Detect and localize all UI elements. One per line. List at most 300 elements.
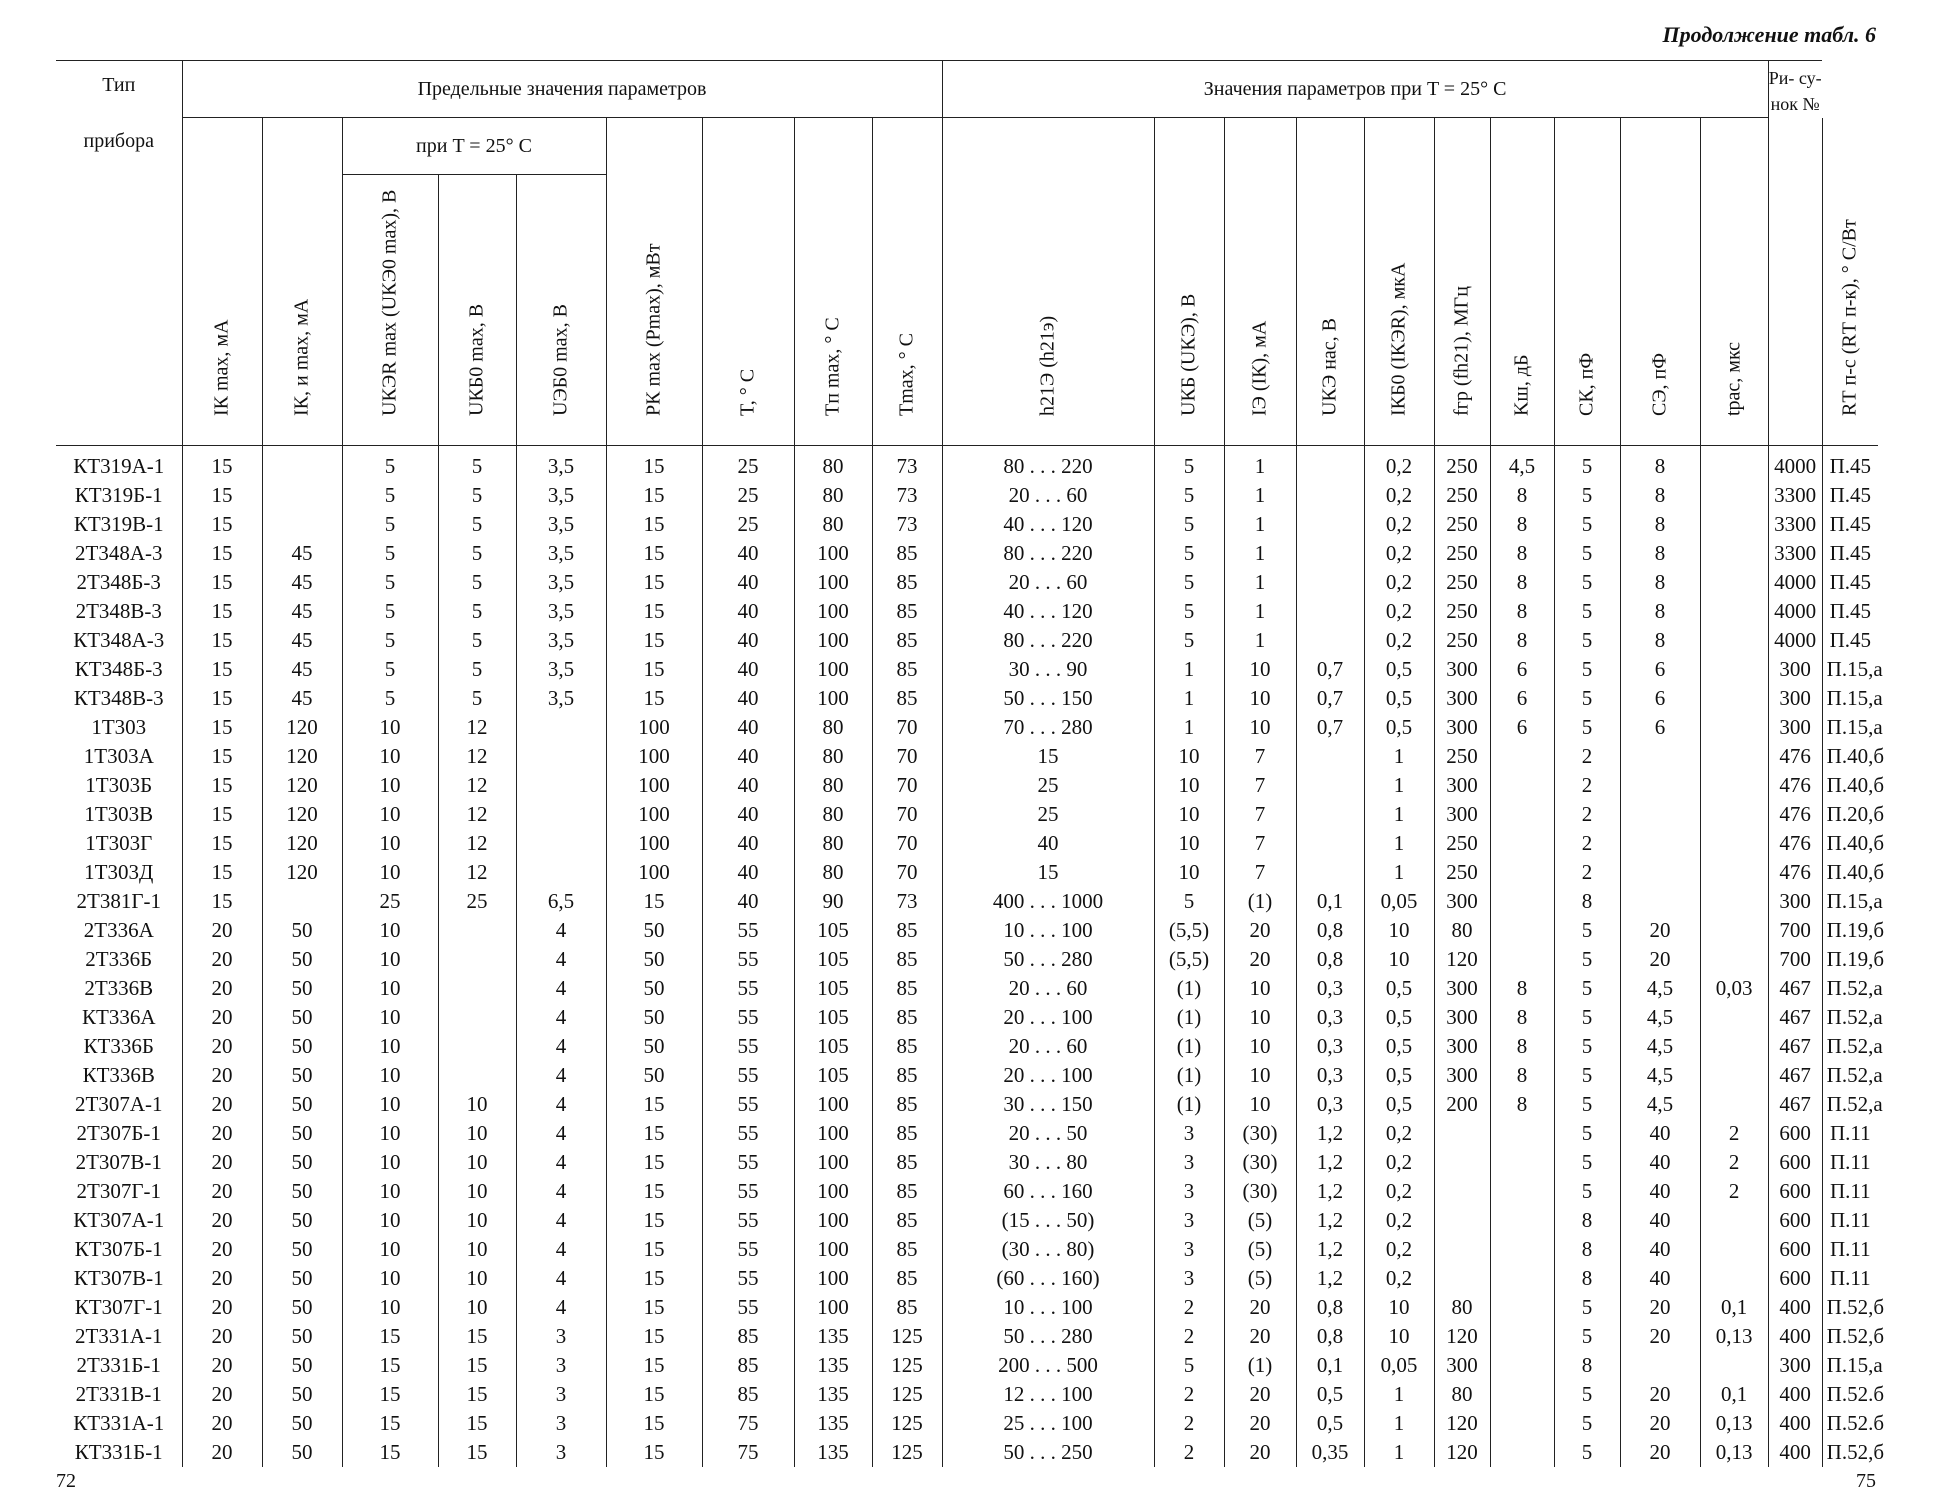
cell-h21e: 50 . . . 250 [942,1438,1154,1467]
cell-tras [1700,858,1768,887]
cell-pk-max: 15 [606,1293,702,1322]
cell-ukb: (1) [1154,974,1224,1003]
cell-uke-nas: 0,8 [1296,1293,1364,1322]
header-col-pk-max: PК max (Pmax), мВт [606,118,702,446]
cell-ce: 40 [1620,1119,1700,1148]
cell-ik-max: 20 [182,1351,262,1380]
cell-figure: П.40,б [1822,771,1878,800]
header-col-t-max: Tmax, ° C [872,118,942,446]
cell-ie: 1 [1224,568,1296,597]
cell-ikb0: 0,5 [1364,655,1434,684]
cell-h21e: 20 . . . 60 [942,1032,1154,1061]
header-sub-at-25: при T = 25° C [342,118,606,175]
cell-ueb0-max: 4 [516,1177,606,1206]
cell-ck: 5 [1554,1032,1620,1061]
cell-h21e: 30 . . . 150 [942,1090,1154,1119]
cell-t: 40 [702,800,794,829]
cell-rt: 476 [1768,829,1822,858]
cell-t: 55 [702,1206,794,1235]
cell-uker-max: 5 [342,481,438,510]
cell-rt: 467 [1768,1061,1822,1090]
cell-ukb: 5 [1154,446,1224,482]
cell-rt: 600 [1768,1177,1822,1206]
cell-tras [1700,655,1768,684]
cell-ck: 2 [1554,800,1620,829]
cell-uke-nas: 1,2 [1296,1177,1364,1206]
cell-t: 40 [702,684,794,713]
cell-ukb0-max: 15 [438,1351,516,1380]
cell-ueb0-max: 4 [516,974,606,1003]
cell-h21e: 12 . . . 100 [942,1380,1154,1409]
cell-uker-max: 10 [342,1206,438,1235]
table-row [56,771,1878,800]
cell-fgr: 250 [1434,539,1490,568]
cell-ueb0-max: 4 [516,1206,606,1235]
cell-ik-i-max: 45 [262,684,342,713]
cell-ik-max: 20 [182,1032,262,1061]
cell-device-type: 2Т307Г-1 [76,1179,161,1203]
cell-ukb: 5 [1154,539,1224,568]
cell-uker-max: 10 [342,771,438,800]
cell-t-max: 85 [872,974,942,1003]
cell-uker-max: 10 [342,1061,438,1090]
cell-ie: (5) [1224,1206,1296,1235]
cell-h21e: 15 [942,858,1154,887]
cell-ueb0-max: 3,5 [516,481,606,510]
cell-rt: 467 [1768,974,1822,1003]
cell-tras [1700,829,1768,858]
cell-ikb0: 10 [1364,916,1434,945]
cell-uker-max: 10 [342,1032,438,1061]
cell-ik-max: 20 [182,1380,262,1409]
cell-ie: 7 [1224,771,1296,800]
cell-ukb0-max: 10 [438,1206,516,1235]
cell-ueb0-max [516,742,606,771]
cell-h21e: 200 . . . 500 [942,1351,1154,1380]
cell-uke-nas [1296,771,1364,800]
cell-device-type: 2Т348В-3 [75,599,162,623]
cell-fgr: 300 [1434,1351,1490,1380]
cell-fgr: 250 [1434,446,1490,482]
cell-uke-nas [1296,597,1364,626]
cell-pk-max: 15 [606,481,702,510]
cell-tp-max: 105 [794,1003,872,1032]
cell-pk-max: 100 [606,742,702,771]
cell-ik-max: 20 [182,1409,262,1438]
cell-ie: (5) [1224,1264,1296,1293]
cell-t-max: 85 [872,1235,942,1264]
cell-figure: П.45 [1822,597,1878,626]
cell-figure: П.52,а [1822,974,1878,1003]
cell-t-max: 70 [872,742,942,771]
cell-ueb0-max: 3 [516,1380,606,1409]
cell-rt: 3300 [1768,539,1822,568]
cell-ik-i-max [262,481,342,510]
cell-ukb0-max: 5 [438,626,516,655]
cell-tras [1700,684,1768,713]
cell-ik-i-max: 45 [262,626,342,655]
cell-pk-max: 15 [606,1264,702,1293]
table-row [56,1032,1878,1061]
cell-rt: 3300 [1768,481,1822,510]
cell-ik-i-max [262,446,342,482]
cell-uke-nas [1296,829,1364,858]
cell-uker-max: 5 [342,655,438,684]
cell-tp-max: 80 [794,800,872,829]
cell-tras [1700,1061,1768,1090]
cell-rt: 4000 [1768,626,1822,655]
cell-ikb0: 1 [1364,1409,1434,1438]
cell-tras [1700,887,1768,916]
cell-ce: 20 [1620,1293,1700,1322]
cell-ueb0-max: 6,5 [516,887,606,916]
header-col-ukb0-max: UКБ0 max, В [438,175,516,446]
table-row [56,1003,1878,1032]
cell-ksh: 8 [1490,1003,1554,1032]
cell-ck: 8 [1554,1206,1620,1235]
cell-rt: 600 [1768,1235,1822,1264]
cell-pk-max: 15 [606,1119,702,1148]
cell-ksh: 8 [1490,1061,1554,1090]
cell-uker-max: 5 [342,684,438,713]
cell-ksh [1490,1119,1554,1148]
cell-uker-max: 10 [342,858,438,887]
cell-uke-nas [1296,446,1364,482]
cell-fgr: 300 [1434,1032,1490,1061]
cell-ck: 5 [1554,1177,1620,1206]
cell-pk-max: 15 [606,568,702,597]
cell-h21e: 20 . . . 60 [942,481,1154,510]
cell-device-type: КТ336В [82,1063,155,1087]
cell-ce [1620,771,1700,800]
cell-ik-i-max: 50 [262,1293,342,1322]
cell-ikb0: 0,2 [1364,446,1434,482]
cell-t: 85 [702,1322,794,1351]
cell-ik-i-max: 50 [262,1235,342,1264]
header-type-line1: Тип [102,74,136,96]
cell-fgr [1434,1235,1490,1264]
cell-ik-max: 15 [182,742,262,771]
cell-ukb0-max: 5 [438,655,516,684]
cell-figure: П.52,а [1822,1032,1878,1061]
cell-t-max: 85 [872,684,942,713]
cell-t-max: 73 [872,887,942,916]
cell-device-type: 2Т348Б-3 [76,570,161,594]
cell-ukb0-max: 10 [438,1177,516,1206]
cell-t: 40 [702,858,794,887]
cell-ck: 8 [1554,1235,1620,1264]
cell-ksh: 8 [1490,481,1554,510]
cell-rt: 3300 [1768,510,1822,539]
cell-ie: (30) [1224,1119,1296,1148]
cell-device-type: КТ336А [82,1005,156,1029]
cell-ie: 20 [1224,1293,1296,1322]
cell-rt: 467 [1768,1032,1822,1061]
cell-tp-max: 105 [794,974,872,1003]
cell-ce: 40 [1620,1235,1700,1264]
cell-uke-nas: 0,1 [1296,1351,1364,1380]
cell-fgr: 300 [1434,1003,1490,1032]
cell-tras [1700,481,1768,510]
cell-device-type: 2Т307А-1 [75,1092,163,1116]
table-row [56,1409,1878,1438]
cell-rt: 4000 [1768,446,1822,482]
cell-ik-i-max: 120 [262,771,342,800]
cell-ik-i-max [262,510,342,539]
cell-ik-i-max: 50 [262,1177,342,1206]
cell-pk-max: 100 [606,800,702,829]
cell-uker-max: 10 [342,1264,438,1293]
cell-figure: П.15,а [1822,713,1878,742]
cell-ksh [1490,887,1554,916]
cell-rt: 700 [1768,916,1822,945]
cell-uke-nas: 1,2 [1296,1264,1364,1293]
cell-rt: 600 [1768,1148,1822,1177]
cell-uke-nas: 0,8 [1296,916,1364,945]
cell-ik-max: 20 [182,945,262,974]
cell-ik-i-max [262,887,342,916]
cell-rt: 4000 [1768,568,1822,597]
cell-tras [1700,1264,1768,1293]
cell-fgr: 200 [1434,1090,1490,1119]
cell-ck: 5 [1554,539,1620,568]
cell-ksh [1490,916,1554,945]
cell-t: 75 [702,1438,794,1467]
cell-fgr: 250 [1434,568,1490,597]
cell-uker-max: 15 [342,1380,438,1409]
table-row [56,1090,1878,1119]
cell-ck: 8 [1554,1264,1620,1293]
table-row [56,916,1878,945]
cell-tp-max: 100 [794,1235,872,1264]
cell-uke-nas [1296,568,1364,597]
cell-h21e: 20 . . . 60 [942,568,1154,597]
cell-device-type: КТ319А-1 [73,454,165,478]
cell-ce: 6 [1620,655,1700,684]
cell-tp-max: 90 [794,887,872,916]
cell-ck: 5 [1554,568,1620,597]
cell-ik-max: 15 [182,684,262,713]
header-col-ikb0: IКБ0 (IКЭR), мкА [1364,118,1434,446]
cell-ck: 8 [1554,887,1620,916]
cell-tp-max: 135 [794,1380,872,1409]
cell-ksh: 4,5 [1490,446,1554,482]
cell-uke-nas: 0,3 [1296,1061,1364,1090]
cell-tras [1700,1206,1768,1235]
cell-ik-i-max: 50 [262,1351,342,1380]
cell-ce: 6 [1620,713,1700,742]
cell-figure: П.52,б [1822,1293,1878,1322]
cell-t: 55 [702,1177,794,1206]
cell-ksh: 8 [1490,1090,1554,1119]
cell-ukb: 3 [1154,1119,1224,1148]
cell-ck: 2 [1554,858,1620,887]
cell-ikb0: 1 [1364,858,1434,887]
cell-h21e: 20 . . . 60 [942,974,1154,1003]
cell-ik-max: 20 [182,1177,262,1206]
cell-ukb: 5 [1154,1351,1224,1380]
cell-uker-max: 10 [342,713,438,742]
cell-ie: 10 [1224,713,1296,742]
cell-ik-max: 15 [182,446,262,482]
cell-ck: 8 [1554,1351,1620,1380]
cell-t: 85 [702,1351,794,1380]
cell-fgr: 250 [1434,858,1490,887]
cell-ie: 7 [1224,800,1296,829]
cell-t-max: 70 [872,829,942,858]
cell-ukb: (1) [1154,1032,1224,1061]
cell-tras [1700,626,1768,655]
cell-t: 40 [702,713,794,742]
cell-t: 55 [702,1264,794,1293]
cell-uke-nas [1296,742,1364,771]
cell-rt: 476 [1768,742,1822,771]
cell-t: 55 [702,916,794,945]
cell-fgr: 250 [1434,742,1490,771]
cell-ie: 1 [1224,481,1296,510]
cell-tp-max: 100 [794,568,872,597]
cell-ukb0-max: 10 [438,1090,516,1119]
cell-ck: 5 [1554,1438,1620,1467]
cell-rt: 467 [1768,1003,1822,1032]
cell-ikb0: 1 [1364,1438,1434,1467]
cell-ueb0-max: 4 [516,1235,606,1264]
cell-ik-max: 20 [182,1206,262,1235]
cell-ukb: 3 [1154,1264,1224,1293]
cell-device-type: 2Т331Б-1 [76,1353,161,1377]
cell-uker-max: 10 [342,800,438,829]
cell-ck: 5 [1554,626,1620,655]
cell-ik-max: 15 [182,539,262,568]
cell-device-type: КТ348Б-3 [74,657,163,681]
cell-ce: 4,5 [1620,974,1700,1003]
header-group-values: Значения параметров при T = 25° C [942,61,1768,118]
cell-rt: 400 [1768,1293,1822,1322]
cell-t-max: 70 [872,858,942,887]
cell-ukb: 1 [1154,684,1224,713]
cell-ukb: (5,5) [1154,916,1224,945]
cell-t: 75 [702,1409,794,1438]
cell-ueb0-max: 3 [516,1409,606,1438]
header-col-h21e: h21Э (h21э) [942,118,1154,446]
table-row [56,1206,1878,1235]
cell-pk-max: 15 [606,1090,702,1119]
cell-fgr: 120 [1434,1322,1490,1351]
table-row [56,1119,1878,1148]
cell-pk-max: 15 [606,1206,702,1235]
cell-ce: 8 [1620,626,1700,655]
cell-ik-i-max: 50 [262,916,342,945]
cell-ce: 40 [1620,1264,1700,1293]
cell-ie: 7 [1224,829,1296,858]
cell-rt: 400 [1768,1322,1822,1351]
table-row [56,800,1878,829]
cell-ck: 5 [1554,446,1620,482]
cell-uke-nas: 1,2 [1296,1119,1364,1148]
cell-t: 40 [702,655,794,684]
cell-pk-max: 15 [606,1322,702,1351]
cell-t-max: 125 [872,1351,942,1380]
cell-ueb0-max: 4 [516,945,606,974]
cell-t-max: 85 [872,1003,942,1032]
cell-ksh [1490,1293,1554,1322]
cell-ik-max: 15 [182,800,262,829]
cell-ikb0: 1 [1364,1380,1434,1409]
cell-t: 25 [702,510,794,539]
cell-t-max: 125 [872,1322,942,1351]
cell-tp-max: 80 [794,771,872,800]
cell-figure: П.11 [1822,1119,1878,1148]
cell-t-max: 85 [872,1206,942,1235]
cell-t: 25 [702,481,794,510]
cell-ueb0-max: 3,5 [516,684,606,713]
cell-t-max: 85 [872,1177,942,1206]
cell-t: 40 [702,597,794,626]
table-row [56,684,1878,713]
cell-rt: 400 [1768,1380,1822,1409]
cell-t: 55 [702,1032,794,1061]
cell-device-type: 1Т303Д [84,860,154,884]
table-row [56,742,1878,771]
cell-ikb0: 0,5 [1364,1061,1434,1090]
cell-device-type: КТ307Б-1 [74,1237,163,1261]
header-figure-number: Ри- су- нок № [1768,61,1822,446]
cell-uker-max: 10 [342,1177,438,1206]
cell-ueb0-max: 3,5 [516,510,606,539]
cell-ck: 5 [1554,1119,1620,1148]
cell-ik-max: 20 [182,1438,262,1467]
cell-uker-max: 10 [342,829,438,858]
cell-ce: 40 [1620,1148,1700,1177]
table-row [56,510,1878,539]
cell-uke-nas [1296,510,1364,539]
cell-ie: (1) [1224,887,1296,916]
cell-tras [1700,568,1768,597]
cell-device-type: КТ307А-1 [73,1208,165,1232]
transistor-parameters-table [56,60,1885,1467]
cell-t: 85 [702,1380,794,1409]
cell-uke-nas: 0,3 [1296,1090,1364,1119]
cell-ie: (30) [1224,1177,1296,1206]
cell-pk-max: 15 [606,510,702,539]
table-row [56,1322,1878,1351]
cell-fgr [1434,1148,1490,1177]
cell-ukb0-max: 12 [438,742,516,771]
cell-fgr: 80 [1434,916,1490,945]
cell-device-type: КТ331А-1 [73,1411,165,1435]
cell-rt: 600 [1768,1206,1822,1235]
header-col-t: T, ° C [702,118,794,446]
cell-ikb0: 0,2 [1364,1235,1434,1264]
cell-pk-max: 15 [606,1148,702,1177]
cell-t: 55 [702,1293,794,1322]
cell-ukb0-max: 5 [438,684,516,713]
cell-ksh: 8 [1490,510,1554,539]
cell-tras [1700,1032,1768,1061]
cell-ce: 20 [1620,916,1700,945]
cell-uke-nas [1296,626,1364,655]
cell-rt: 300 [1768,887,1822,916]
cell-rt: 300 [1768,1351,1822,1380]
cell-ce: 8 [1620,446,1700,482]
cell-ksh [1490,1438,1554,1467]
cell-ukb0-max [438,1061,516,1090]
cell-uke-nas: 0,35 [1296,1438,1364,1467]
cell-tp-max: 80 [794,481,872,510]
cell-t-max: 85 [872,916,942,945]
cell-tp-max: 100 [794,1148,872,1177]
cell-ck: 2 [1554,829,1620,858]
